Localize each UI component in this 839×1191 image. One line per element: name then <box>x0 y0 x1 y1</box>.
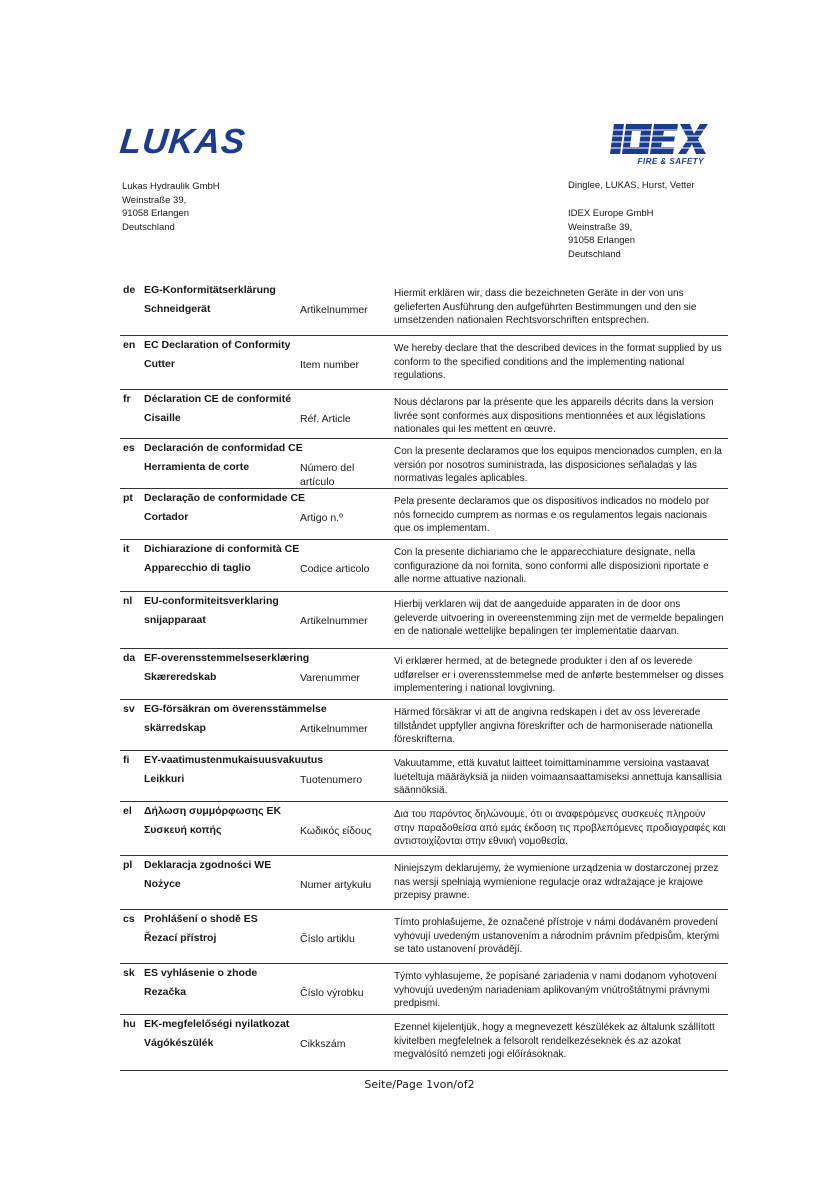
declaration-title: EK-megfelelőségi nyilatkozat <box>144 1018 290 1030</box>
declaration-row-en <box>120 336 728 390</box>
language-code: fr <box>123 393 131 405</box>
device-name: Skæreredskab <box>144 671 217 683</box>
declaration-text: Härmed försäkrar vi att de angivna redskapen i det av oss levererade tillståndet uppfyller angivna föreskrifter och de harmoniserade nationella föreskrifterna. <box>394 707 713 746</box>
language-code: da <box>123 652 136 664</box>
declarations-table <box>120 281 728 1071</box>
article-number-label: Item number <box>300 359 359 371</box>
declaration-text: We hereby declare that the described devices in the format supplied by us conform to the specified conditions and the implementing national regulations. <box>394 343 722 382</box>
article-number-label: Artikelnummer <box>300 615 368 627</box>
address-line: Lukas Hydraulik GmbH <box>122 181 220 192</box>
address-line: Weinstraße 39, <box>568 221 633 233</box>
device-name: Leikkuri <box>144 773 185 785</box>
article-number-label: Réf. Article <box>300 413 351 425</box>
declaration-row-da <box>120 649 728 700</box>
declaration-text: Ezennel kijelentjük, hogy a megnevezett készülékek az általunk szállított kivitelben megfelelnek a felsorolt rendelkezéseknek és az azokat megvalósító nemzeti jogi előírásoknak. <box>394 1022 715 1061</box>
language-code: fi <box>123 754 130 766</box>
declaration-text: Tímto prohlašujeme, že označené přístroje v námi dodávaném provedení vyhovují uvedeným ustanovením a národním právním předpisům, kterými se tato ustanovení provádějí. <box>394 917 720 956</box>
declaration-row-cs <box>120 910 728 964</box>
page-number: Seite/Page 1von/of2 <box>364 1078 475 1091</box>
article-number-label: Číslo výrobku <box>300 987 364 999</box>
declaration-title: Deklaracja zgodności WE <box>144 859 272 871</box>
language-code: el <box>123 805 132 817</box>
device-name: Schneidgerät <box>144 303 211 315</box>
declaration-text: Δια του παρόντος δηλώνουμε, ότι οι αναφερόμενες συσκευές πληρούν στην παραδοθείσα από εμάς έκδοση τις προβλεπόμενες προδιαγραφές και αντιστοιχίζονται στην εθνική νομοθεσία. <box>394 809 726 848</box>
article-number-label: Artikelnummer <box>300 304 368 316</box>
declaration-row-fi <box>120 751 728 802</box>
declaration-row-it <box>120 540 728 592</box>
article-number-label: Codice articolo <box>300 563 370 575</box>
declaration-row-pl <box>120 856 728 910</box>
declaration-title: EG-Konformitätserklärung <box>144 284 276 296</box>
declaration-text: Nous déclarons par la présente que les appareils décrits dans la version livrée sont conformes aux dispositions mentionnées et aux législations nationales qui les mettent en œuvre. <box>394 397 714 436</box>
declaration-text: Hiermit erklären wir, dass die bezeichneten Geräte in der von uns gelieferten Ausführung den aufgeführten Bestimmungen und den sie umsetzenden nationalen Rechtsvorschriften entsprechen. <box>394 288 697 327</box>
device-name: Rezačka <box>144 986 187 998</box>
declaration-title: Declaración de conformidad CE <box>144 442 303 454</box>
declaration-text: Pela presente declaramos que os dispositivos indicados no modelo por nós fornecido cumprem as normas e os regulamentos legais nacionais que os implementam. <box>394 496 710 535</box>
declaration-title: EY-vaatimustenmukaisuusvakuutus <box>144 754 324 766</box>
declaration-row-es <box>120 439 728 489</box>
declaration-text: Vakuutamme, että kuvatut laitteet toimittaminamme versioina vastaavat lueteltuja määräyksiä ja niiden voimaansaattamiseksi annettuja kansallisia säännöksiä. <box>394 758 722 797</box>
device-name: Cortador <box>144 511 189 523</box>
device-name: snijapparaat <box>144 614 206 626</box>
article-number-label: Número del artículo <box>300 462 355 488</box>
article-number-label: Numer artykułu <box>300 879 372 891</box>
declaration-row-de <box>120 281 728 336</box>
declaration-title: EC Declaration of Conformity <box>144 339 291 351</box>
device-name: Συσκευή κοπής <box>144 824 222 836</box>
declaration-row-el <box>120 802 728 856</box>
language-code: en <box>123 339 136 351</box>
device-name: Cisaille <box>144 412 181 424</box>
contact-persons: Dinglee, LUKAS, Hurst, Vetter <box>568 180 695 191</box>
article-number-label: Κωδικός είδους <box>300 825 372 837</box>
declaration-title: EG-försäkran om överensstämmelse <box>144 703 327 715</box>
declaration-text: Týmto vyhlasujeme, že popísané zariadenia v nami dodanom vyhotovení vyhovujú uvedeným nariadeniam aplikovaným vnútroštátnymi právnymi predpismi. <box>394 971 717 1010</box>
device-name: Apparecchio di taglio <box>144 562 251 574</box>
address-line: Deutschland <box>122 221 175 233</box>
declaration-text: Hierbij verklaren wij dat de aangeduide apparaten in de door ons geleverde uitvoering in overeenstemming zijn met de vermelde bepalingen en de nationale wettelijke bepalingen ter implementatie daarvan. <box>394 599 724 638</box>
language-code: cs <box>123 913 135 925</box>
declaration-text: Vi erklærer hermed, at de betegnede produkter i den af os leverede udførelser er i overensstemmelse med de anførte bestemmelser og disses implementering i national lovgivning. <box>394 656 724 695</box>
article-number-label: Varenummer <box>300 672 360 684</box>
article-number-label: Artikelnummer <box>300 723 368 735</box>
address-line: IDEX Europe GmbH <box>568 208 654 219</box>
device-name: Nożyce <box>144 878 181 890</box>
declaration-row-hu <box>120 1015 728 1071</box>
declaration-title: EF-overensstemmelseserklæring <box>144 652 310 664</box>
declaration-title: Δήλωση συμμόρφωσης ΕΚ <box>144 805 282 817</box>
device-name: skärredskap <box>144 722 206 734</box>
declaration-row-pt <box>120 489 728 540</box>
device-name: Herramienta de corte <box>144 461 250 473</box>
declaration-row-sk <box>120 964 728 1015</box>
language-code: es <box>123 442 135 454</box>
manufacturer-address <box>122 180 220 234</box>
article-number-label: Cikkszám <box>300 1038 346 1050</box>
idex-tagline: FIRE & SAFETY <box>637 157 704 166</box>
language-code: de <box>123 284 136 296</box>
device-name: Řezací přístroj <box>144 932 217 944</box>
language-code: nl <box>123 595 133 607</box>
article-number-label: Číslo artiklu <box>300 933 355 945</box>
language-code: it <box>123 543 130 555</box>
declaration-text: Con la presente dichiariamo che le apparecchiature designate, nella configurazione da noi fornita, sono conformi alle disposizioni riportate e alle norme attuative nazionali. <box>394 547 709 586</box>
declaration-title: Declaração de conformidade CE <box>144 492 306 504</box>
declaration-row-fr <box>120 390 728 439</box>
representative-address <box>568 207 654 261</box>
address-line: Deutschland <box>568 248 621 260</box>
lukas-logo: LUKAS <box>118 122 248 161</box>
declaration-title: ES vyhlásenie o zhode <box>144 967 258 979</box>
language-code: pl <box>123 859 133 871</box>
language-code: pt <box>123 492 133 504</box>
declaration-title: EU-conformiteitsverklaring <box>144 595 279 607</box>
address-line: Weinstraße 39, <box>122 194 187 206</box>
language-code: sk <box>123 967 135 979</box>
declaration-title: Déclaration CE de conformité <box>144 393 292 405</box>
article-number-label: Tuotenumero <box>300 774 363 786</box>
device-name: Cutter <box>144 358 175 370</box>
declaration-title: Dichiarazione di conformità CE <box>144 543 300 555</box>
declaration-row-nl <box>120 592 728 649</box>
declaration-title: Prohlášení o shodě ES <box>144 913 258 925</box>
device-name: Vágókészülék <box>144 1037 214 1049</box>
language-code: hu <box>123 1018 136 1030</box>
declaration-row-sv <box>120 700 728 751</box>
address-line: 91058 Erlangen <box>122 208 190 219</box>
article-number-label: Artigo n.º <box>300 512 343 524</box>
language-code: sv <box>123 703 135 715</box>
declaration-text: Niniejszym deklarujemy, że wymienione urządzenia w dostarczonej przez nas wersji spełniają wymienione regulacje oraz wdrażające je krajowe przepisy prawne. <box>394 863 719 902</box>
declaration-text: Con la presente declaramos que los equipos mencionados cumplen, en la versión por nosotros suministrada, las disposiciones señaladas y las normativas legales aplicables. <box>394 446 722 485</box>
address-line: 91058 Erlangen <box>568 235 636 246</box>
